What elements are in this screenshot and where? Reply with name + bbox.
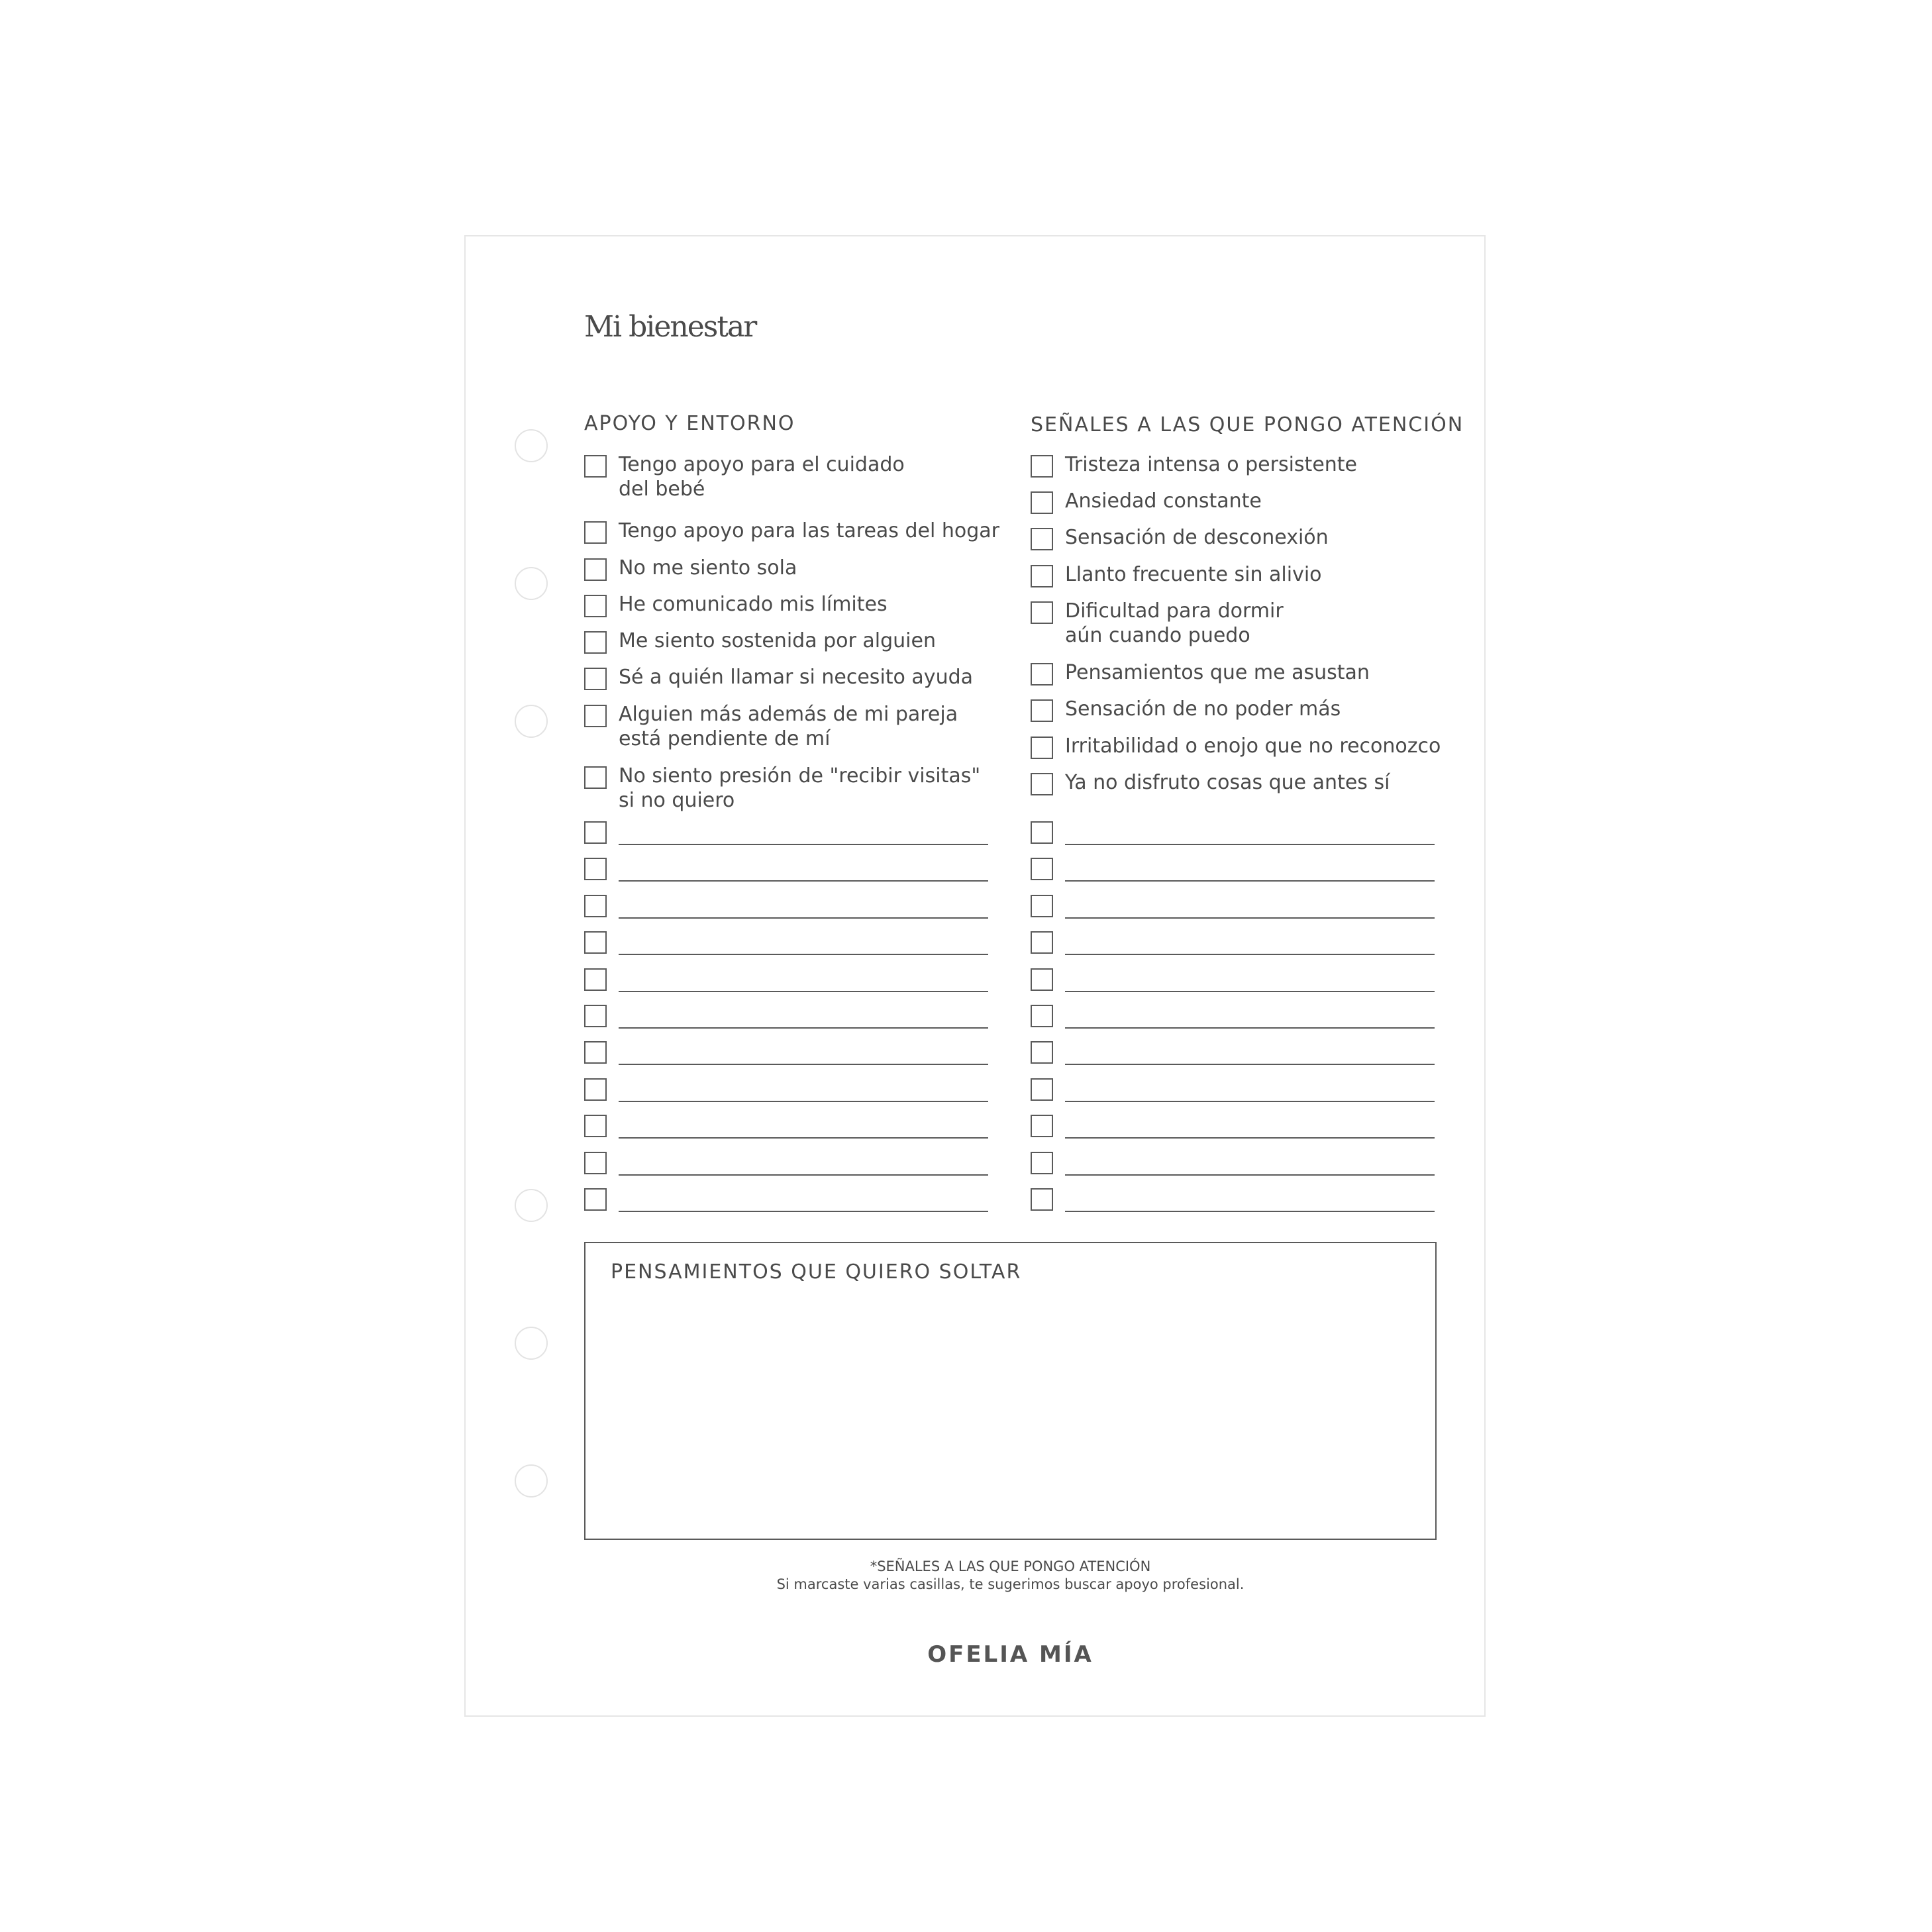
checkbox[interactable] [584,1188,607,1211]
write-in-line[interactable] [1065,844,1435,845]
write-in-line[interactable] [1065,954,1435,955]
checkbox[interactable] [1031,858,1053,880]
checkbox[interactable] [1031,1115,1053,1137]
checklist-item-label: Pensamientos que me asustan [1065,661,1370,684]
checklist-item[interactable] [1031,663,1454,687]
binder-hole [515,567,548,600]
checklist-item[interactable] [1031,565,1454,589]
checkbox[interactable] [1031,931,1053,954]
checklist-item[interactable] [584,453,1008,501]
checkbox[interactable] [1031,1005,1053,1027]
page-title: Mi bienestar [584,310,756,344]
checklist-item[interactable] [1031,737,1454,760]
checklist-item[interactable] [1031,699,1454,723]
blank-checklist-row[interactable] [1031,858,1454,882]
checklist-item-label: Llanto frecuente sin alivio [1065,563,1322,586]
checklist-item-label: Ya no disfruto cosas que antes sí [1065,771,1390,794]
checklist-item-label: Sensación de desconexión [1065,526,1329,549]
blank-checklist-row[interactable] [1031,1115,1454,1139]
blank-checklist-row[interactable] [1031,821,1454,845]
checkbox[interactable] [584,558,607,581]
write-in-line[interactable] [1065,917,1435,919]
checkbox[interactable] [1031,455,1053,478]
write-in-line[interactable] [619,1027,988,1029]
blank-checklist-row[interactable] [1031,1188,1454,1212]
checkbox[interactable] [1031,491,1053,514]
checkbox[interactable] [584,858,607,880]
checklist-item[interactable] [1031,455,1454,479]
checkbox[interactable] [584,1152,607,1174]
checklist-item[interactable] [584,558,1008,582]
write-in-line[interactable] [619,1137,988,1139]
write-in-line[interactable] [619,1211,988,1212]
checkbox[interactable] [1031,1078,1053,1101]
write-in-line[interactable] [1065,880,1435,882]
checklist-item[interactable] [584,703,1008,750]
blank-checklist-row[interactable] [1031,931,1454,955]
write-in-line[interactable] [1065,1174,1435,1176]
checklist-item-label: Me siento sostenida por alguien [619,629,936,652]
checkbox[interactable] [584,821,607,844]
checkbox[interactable] [584,931,607,954]
write-in-line[interactable] [619,844,988,845]
footnote-text: Si marcaste varias casillas, te sugerimos buscar apoyo profesional. [776,1576,1245,1592]
checkbox[interactable] [584,631,607,654]
write-in-line[interactable] [619,1101,988,1102]
checklist-item-label: Sé a quién llamar si necesito ayuda [619,666,974,689]
support-section-heading: APOYO Y ENTORNO [584,412,795,435]
checkbox[interactable] [1031,821,1053,844]
checklist-item[interactable] [584,668,1008,691]
brand-logo: OFELIA MÍA [927,1641,1093,1668]
blank-checklist-row[interactable] [584,1005,1008,1029]
checklist-item[interactable] [584,764,1008,812]
binder-hole [515,705,548,738]
checklist-item-label: Tengo apoyo para el cuidado del bebé [619,453,905,501]
checklist-item[interactable] [1031,773,1454,797]
checkbox[interactable] [584,895,607,917]
checklist-item-label: No siento presión de "recibir visitas" si no quiero [619,764,981,812]
checkbox[interactable] [1031,601,1053,624]
blank-checklist-row[interactable] [584,1152,1008,1176]
checkbox[interactable] [1031,699,1053,722]
blank-checklist-row[interactable] [584,895,1008,919]
checklist-item[interactable] [1031,528,1454,552]
blank-checklist-row[interactable] [584,1078,1008,1102]
checkbox[interactable] [1031,895,1053,917]
write-in-line[interactable] [1065,1211,1435,1212]
checkbox[interactable] [1031,528,1053,550]
checklist-item-label: Alguien más además de mi pareja está pendiente de mí [619,703,958,750]
checklist-item-label: Irritabilidad o enojo que no reconozco [1065,735,1441,758]
checkbox[interactable] [584,595,607,617]
footnote-title: *SEÑALES A LAS QUE PONGO ATENCIÓN [870,1558,1151,1574]
checklist-item-label: Tengo apoyo para las tareas del hogar [619,519,999,542]
checkbox[interactable] [584,1115,607,1137]
checklist-item[interactable] [1031,599,1454,647]
blank-checklist-row[interactable] [1031,1152,1454,1176]
notes-box[interactable] [584,1242,1437,1540]
write-in-line[interactable] [619,917,988,919]
blank-checklist-row[interactable] [1031,1078,1454,1102]
checkbox[interactable] [584,1005,607,1027]
blank-checklist-row[interactable] [584,968,1008,992]
blank-checklist-row[interactable] [1031,895,1454,919]
write-in-line[interactable] [1065,1137,1435,1139]
checklist-item[interactable] [584,521,1008,545]
checklist-item-label: He comunicado mis límites [619,593,888,616]
blank-checklist-row[interactable] [1031,1005,1454,1029]
binder-hole [515,1464,548,1498]
checkbox[interactable] [1031,773,1053,795]
checkbox[interactable] [584,1078,607,1101]
write-in-line[interactable] [1065,1027,1435,1029]
checklist-item[interactable] [1031,491,1454,515]
checkbox[interactable] [1031,1152,1053,1174]
write-in-line[interactable] [619,1174,988,1176]
blank-checklist-row[interactable] [584,1188,1008,1212]
checkbox[interactable] [1031,737,1053,759]
checklist-item-label: Ansiedad constante [1065,489,1262,513]
write-in-line[interactable] [1065,991,1435,992]
checklist-item-label: Tristeza intensa o persistente [1065,453,1358,476]
blank-checklist-row[interactable] [584,1115,1008,1139]
checkbox[interactable] [1031,1041,1053,1064]
checkbox[interactable] [584,455,607,478]
signals-section-heading: SEÑALES A LAS QUE PONGO ATENCIÓN [1031,413,1464,436]
write-in-line[interactable] [619,1064,988,1065]
binder-hole [515,429,548,462]
checkbox[interactable] [584,668,607,690]
blank-checklist-row[interactable] [584,931,1008,955]
checkbox[interactable] [1031,565,1053,587]
checkbox[interactable] [584,1041,607,1064]
blank-checklist-row[interactable] [584,1041,1008,1065]
write-in-line[interactable] [619,954,988,955]
checklist-item-label: Dificultad para dormir aún cuando puedo [1065,599,1284,647]
checklist-item-label: No me siento sola [619,556,797,580]
binder-hole [515,1189,548,1222]
blank-checklist-row[interactable] [1031,1041,1454,1065]
checkbox[interactable] [1031,663,1053,686]
notes-heading: PENSAMIENTOS QUE QUIERO SOLTAR [611,1260,1022,1284]
checklist-item-label: Sensación de no poder más [1065,697,1341,721]
checkbox[interactable] [1031,1188,1053,1211]
binder-hole [515,1327,548,1360]
blank-checklist-row[interactable] [584,821,1008,845]
checkbox[interactable] [584,705,607,727]
blank-checklist-row[interactable] [1031,968,1454,992]
write-in-line[interactable] [1065,1064,1435,1065]
blank-checklist-row[interactable] [584,858,1008,882]
checkbox[interactable] [584,521,607,544]
checkbox[interactable] [584,968,607,991]
write-in-line[interactable] [1065,1101,1435,1102]
checkbox[interactable] [584,766,607,789]
write-in-line[interactable] [619,991,988,992]
checkbox[interactable] [1031,968,1053,991]
checklist-item[interactable] [584,631,1008,655]
checklist-item[interactable] [584,595,1008,619]
write-in-line[interactable] [619,880,988,882]
